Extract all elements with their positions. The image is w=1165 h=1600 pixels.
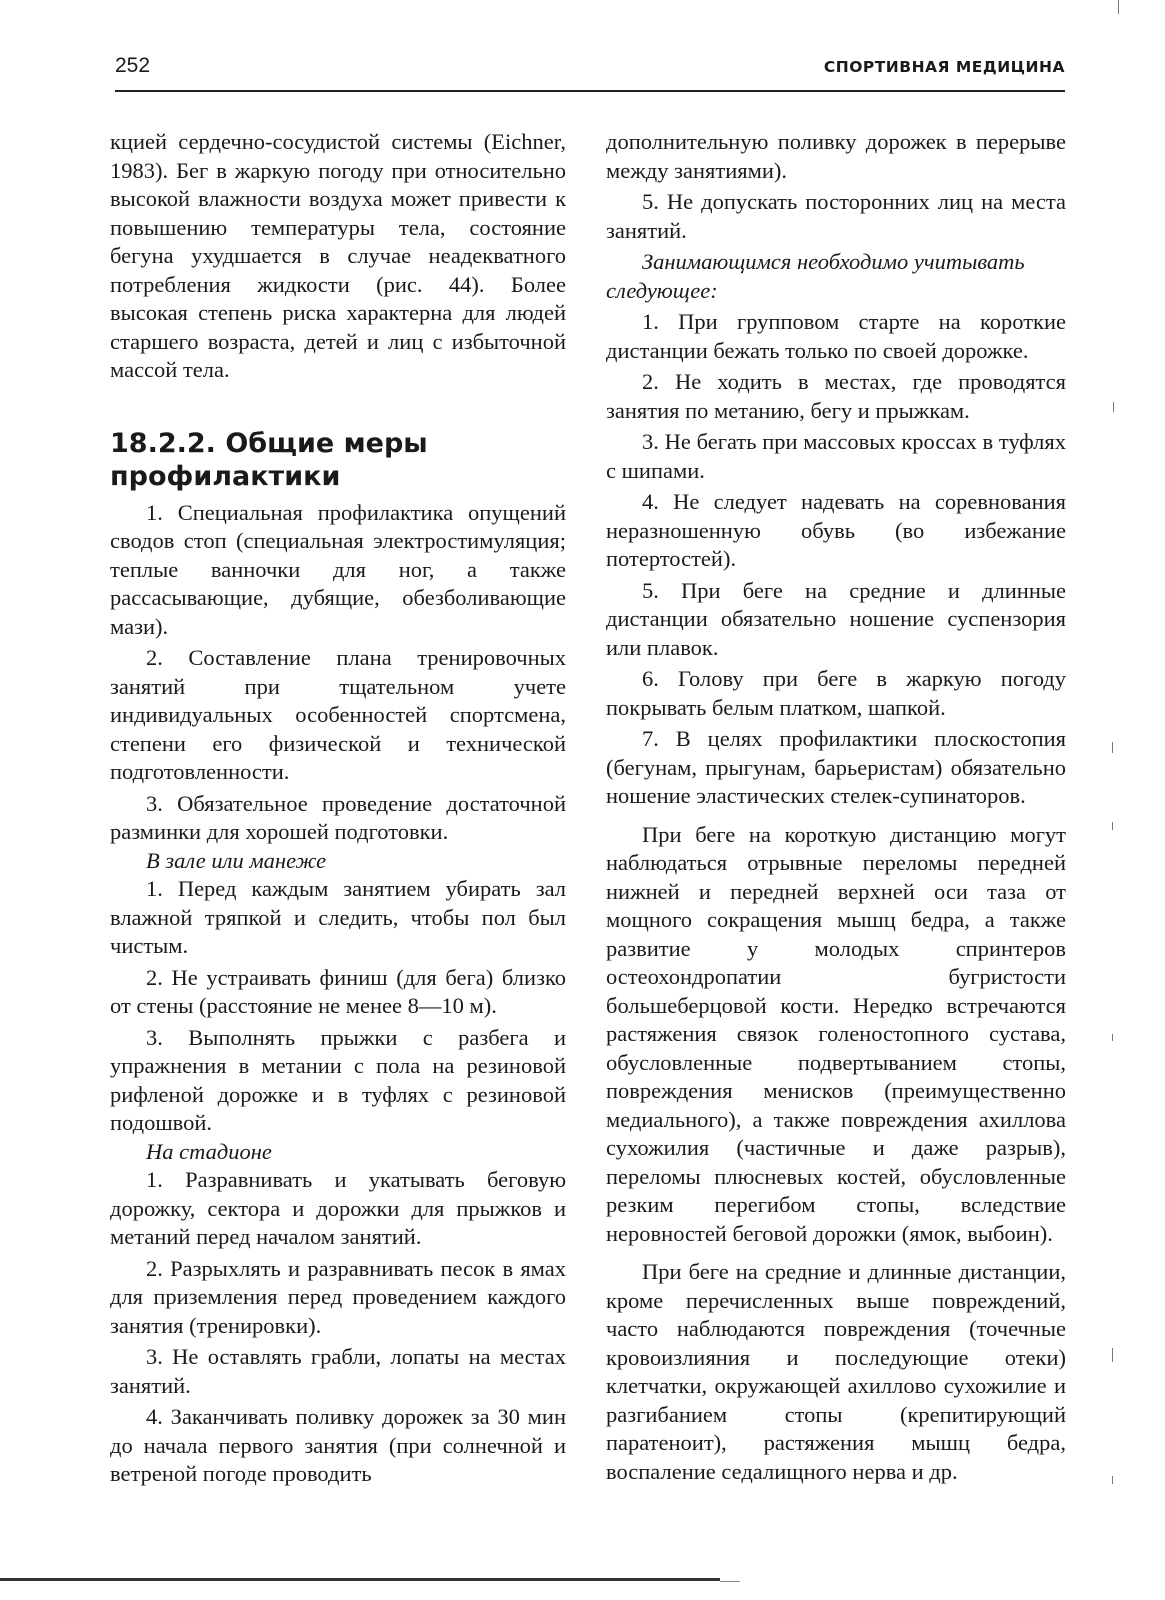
margin-mark [1112, 742, 1113, 753]
list-item: 2. Разрыхлять и разравнивать песок в ямах для приземления перед проведением каждого занятия (тренировки). [110, 1255, 566, 1338]
margin-mark [1112, 1034, 1113, 1041]
list-item: 6. Голову при беге в жаркую погоду покрывать белым платком, шапкой. [606, 666, 1066, 720]
bottom-scan-edge [720, 1581, 740, 1582]
list-item: 1. Перед каждым занятием убирать зал влажной тряпкой и следить, чтобы пол был чистым. [110, 876, 566, 958]
margin-mark [1113, 402, 1114, 412]
subheading: На стадионе [146, 1138, 272, 1164]
left-column [110, 128, 566, 1489]
list-item: 3. Не бегать при массовых кроссах в туфлях с шипами. [606, 429, 1066, 483]
margin-mark [1118, 0, 1119, 14]
running-title: СПОРТИВНАЯ МЕДИЦИНА [823, 58, 1065, 76]
list-item: 1. Разравнивать и укатывать беговую дорожку, сектора и дорожки для прыжков и метаний перед началом занятий. [110, 1167, 566, 1249]
list-item: 5. При беге на средние и длинные дистанции обязательно ношение суспензория или плавок. [606, 577, 1066, 660]
paragraph: При беге на средние и длинные дистанции, кроме перечисленных выше повреждений, часто наблюдаются повреждения (точечные кровоизлияния и последующие отеки) клетчатки, окружающей ахиллово сухожилие и разгибанием стопы (крепитирующий паратеноит), растяжения мышц бедра, воспаление седалищного нерва и др. [606, 1259, 1066, 1484]
list-item: 1. Специальная профилактика опущений сводов стоп (специальная электростимуляция; теплые ванночки для ног, а также рассасывающие, дубящие, обезболивающие мази). [110, 499, 566, 639]
subheading: В зале или манеже [146, 847, 327, 873]
right-column [606, 128, 1066, 1486]
list-item: 7. В целях профилактики плоскостопия (бегунам, прыгунам, барьеристам) обязательно ношение эластических стелек-супинаторов. [606, 726, 1066, 808]
paragraph: При беге на короткую дистанцию могут наблюдаться отрывные переломы передней нижней и передней верхней оси таза от мощного сокращения мышц бедра, а также развитие у молодых спринтеров остеохондропатии бугристости большеберцовой кости. Нередко встречаются растяжения связок голеностопного сустава, обусловленные подвертыванием стопы, повреждения менисков (преимущественно медиального), а также повреждения ахиллова сухожилия (частичные и даже разрыв), переломы плюсневых костей, обусловленные резким перегибом стопы, вследствие неровностей беговой дорожки (ямок, выбоин). [606, 821, 1066, 1246]
list-item: 2. Составление плана тренировочных занятий при тщательном учете индивидуальных особенностей спортсмена, степени его физической и технической подготовленности. [110, 645, 566, 784]
section-heading: 18.2.2. Общие меры профилактики [110, 427, 428, 492]
paragraph: дополнительную поливку дорожек в перерыве между занятиями). [606, 129, 1066, 183]
list-item: 3. Обязательное проведение достаточной разминки для хорошей подготовки. [110, 790, 566, 844]
list-item: 2. Не устраивать финиш (для бега) близко от стены (расстояние не менее 8—10 м). [110, 964, 566, 1018]
margin-mark [1112, 1348, 1113, 1362]
list-item: 3. Выполнять прыжки с разбега и упражнения в метании с пола на резиновой рифленой дорожке и в туфлях с резиновой подошвой. [110, 1024, 566, 1135]
list-item: 3. Не оставлять грабли, лопаты на местах занятий. [110, 1344, 566, 1398]
list-item: 4. Не следует надевать на соревнования неразношенную обувь (во избежание потертостей). [606, 489, 1066, 571]
margin-mark [1112, 1476, 1113, 1484]
margin-mark [1112, 822, 1113, 830]
list-item: 5. Не допускать посторонних лиц на места занятий. [606, 189, 1066, 243]
page-number: 252 [115, 54, 151, 77]
list-item: 2. Не ходить в местах, где проводятся занятия по метанию, бегу и прыжкам. [606, 369, 1066, 423]
subheading: Занимающимся необходимо учитывать следующее: [606, 249, 1025, 303]
list-item: 1. При групповом старте на короткие дистанции бежать только по своей дорожке. [606, 309, 1066, 363]
running-header [115, 50, 1065, 92]
bottom-scan-edge [0, 1578, 720, 1581]
list-item: 4. Заканчивать поливку дорожек за 30 мин до начала первого занятия (при солнечной и ветреной погоде проводить [110, 1404, 566, 1486]
paragraph: кцией сердечно-сосудистой системы (Eichner, 1983). Бег в жаркую погоду при относительно высокой влажности воздуха может привести к повышению температуры тела, состояние бегуна ухудшается в случае неадекватного потребления жидкости (рис. 44). Более высокая степень риска характерна для людей старшего возраста, детей и лиц с избыточной массой тела. [110, 129, 566, 382]
